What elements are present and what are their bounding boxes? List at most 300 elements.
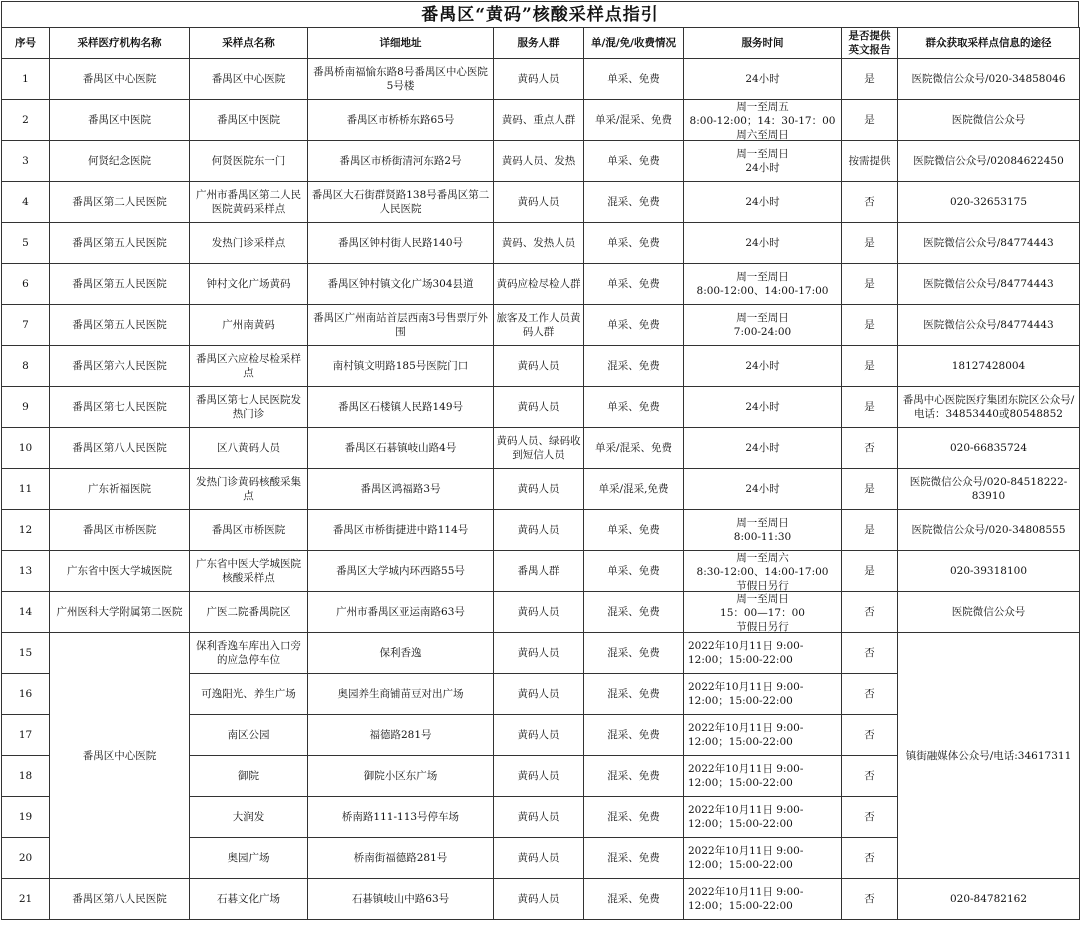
cell-text: 番禺区第八人民医院: [72, 893, 167, 905]
cell-org: [50, 592, 190, 633]
cell-text: 广州市番禺区第二人民医院黄码采样点: [196, 189, 301, 215]
cell-text: 单采/混采、免费: [594, 114, 673, 126]
cell-text: 2022年10月11日 9:00- 12:00；15:00-22:00: [688, 804, 804, 830]
cell-eng: [842, 305, 898, 346]
cell-text: 2022年10月11日 9:00- 12:00；15:00-22:00: [688, 681, 804, 707]
cell-text: 黄码人员: [517, 770, 560, 782]
cell-site: [190, 633, 308, 674]
cell-time: [684, 551, 842, 592]
cell-mode: [584, 551, 684, 592]
cell-channel: [898, 182, 1080, 223]
cell-text: 是: [864, 360, 875, 372]
cell-time: [684, 510, 842, 551]
header-channel: 群众获取采样点信息的途径: [898, 28, 1080, 59]
cell-eng: [842, 428, 898, 469]
cell-time: [684, 100, 842, 141]
cell-text: 番禺区第五人民医院: [72, 237, 167, 249]
cell-text: 番禺中心医院医疗集团东院区公众号/电话：34853440或80548852: [902, 394, 1075, 420]
cell-text: 单采、免费: [607, 401, 660, 413]
cell-text: 是: [864, 278, 875, 290]
cell-crowd: [494, 264, 584, 305]
table-row: [2, 428, 1080, 469]
cell-crowd: [494, 838, 584, 879]
cell-text: 保利香逸: [379, 647, 422, 659]
cell-text: 番禺区石楼镇人民路149号: [337, 401, 464, 413]
cell-text: 是: [864, 114, 875, 126]
cell-org: [50, 264, 190, 305]
cell-text: 医院微信公众号/02084622450: [913, 155, 1064, 167]
cell-text: 番禺区大学城内环西路55号: [336, 565, 465, 577]
table-row: [2, 59, 1080, 100]
cell-eng: [842, 510, 898, 551]
cell-no: [2, 551, 50, 592]
cell-crowd: [494, 182, 584, 223]
cell-org: [50, 223, 190, 264]
cell-text: 黄码人员: [517, 647, 560, 659]
cell-time: [684, 59, 842, 100]
cell-text: 广东祈福医院: [88, 483, 151, 495]
cell-text: 番禺区广州南站首层西南3号售票厅外围: [313, 312, 488, 338]
cell-addr: [308, 182, 494, 223]
cell-text: 番禺区第七人民医院发热门诊: [196, 394, 301, 420]
cell-text: 否: [864, 893, 875, 905]
cell-crowd: [494, 469, 584, 510]
cell-text: 周一至周六 8:30-12:00、14:00-17:00 节假日另行: [696, 552, 829, 591]
cell-addr: [308, 428, 494, 469]
cell-site: [190, 756, 308, 797]
cell-text: 混采、免费: [607, 729, 660, 741]
cell-org: [50, 551, 190, 592]
cell-crowd: [494, 141, 584, 182]
cell-site: [190, 264, 308, 305]
cell-text: 020-66835724: [949, 442, 1028, 454]
cell-mode: [584, 510, 684, 551]
cell-text: 是: [864, 524, 875, 536]
cell-eng: [842, 141, 898, 182]
cell-text: 8: [22, 360, 29, 372]
cell-text: 黄码人员: [517, 852, 560, 864]
cell-text: 9: [22, 401, 29, 413]
cell-text: 单采、免费: [607, 278, 660, 290]
cell-time: [684, 182, 842, 223]
cell-text: 混采、免费: [607, 196, 660, 208]
table-row: [2, 551, 1080, 592]
cell-text: 16: [18, 688, 33, 700]
cell-text: 周一至周日 15：00—17：00 节假日另行: [720, 593, 805, 632]
cell-no: [2, 797, 50, 838]
cell-addr: [308, 264, 494, 305]
cell-text: 4: [22, 196, 29, 208]
cell-mode: [584, 879, 684, 920]
cell-crowd: [494, 879, 584, 920]
cell-text: 19: [18, 811, 33, 823]
cell-text: 医院微信公众号: [951, 114, 1026, 126]
cell-text: 2022年10月11日 9:00- 12:00；15:00-22:00: [688, 845, 804, 871]
cell-org: [50, 100, 190, 141]
cell-text: 周一至周五 8:00-12:00；14：30-17：00 周六至周日: [689, 101, 836, 140]
cell-text: 黄码人员、发热: [501, 155, 576, 167]
table-row: [2, 100, 1080, 141]
cell-eng: [842, 715, 898, 756]
cell-channel: [898, 469, 1080, 510]
cell-addr: [308, 633, 494, 674]
cell-no: [2, 715, 50, 756]
cell-no: [2, 141, 50, 182]
cell-eng: [842, 264, 898, 305]
cell-text: 发热门诊黄码核酸采集点: [196, 476, 301, 502]
cell-text: 黄码人员: [517, 688, 560, 700]
cell-no: [2, 633, 50, 674]
cell-text: 7: [22, 319, 29, 331]
cell-text: 14: [18, 606, 33, 618]
cell-text: 御院: [238, 770, 259, 782]
cell-text: 按需提供: [848, 155, 891, 167]
cell-text: 福德路281号: [369, 729, 432, 741]
cell-org: [50, 346, 190, 387]
cell-text: 番禺区六应检尽检采样点: [196, 353, 301, 379]
cell-mode: [584, 141, 684, 182]
cell-org: [50, 428, 190, 469]
cell-text: 混采、免费: [607, 852, 660, 864]
table-row: [2, 592, 1080, 633]
cell-text: 黄码人员: [517, 401, 560, 413]
cell-eng: [842, 469, 898, 510]
cell-text: 黄码人员: [517, 360, 560, 372]
cell-eng: [842, 797, 898, 838]
cell-eng: [842, 182, 898, 223]
cell-eng: [842, 223, 898, 264]
cell-text: 是: [864, 319, 875, 331]
cell-text: 单采、免费: [607, 565, 660, 577]
table-row: [2, 346, 1080, 387]
cell-crowd: [494, 100, 584, 141]
cell-channel: [898, 346, 1080, 387]
cell-text: 020-32653175: [949, 196, 1028, 208]
document-page: [1, 1, 1079, 923]
cell-crowd: [494, 633, 584, 674]
table-header-row: [2, 28, 1080, 59]
cell-eng: [842, 100, 898, 141]
cell-mode: [584, 592, 684, 633]
cell-addr: [308, 141, 494, 182]
cell-text: 番禺区中医院: [217, 114, 280, 126]
cell-time: [684, 469, 842, 510]
cell-text: 黄码人员: [517, 606, 560, 618]
cell-text: 黄码、重点人群: [501, 114, 576, 126]
cell-site: [190, 879, 308, 920]
cell-site: [190, 182, 308, 223]
cell-no: [2, 59, 50, 100]
cell-time: [684, 797, 842, 838]
cell-eng: [842, 879, 898, 920]
cell-text: 黄码人员: [517, 196, 560, 208]
cell-time: [684, 223, 842, 264]
cell-text: 混采、免费: [607, 770, 660, 782]
cell-text: 医院微信公众号/020-34858046: [911, 73, 1066, 85]
cell-time: [684, 141, 842, 182]
cell-text: 21: [18, 893, 33, 905]
cell-text: 单采/混采、免费: [594, 442, 673, 454]
merged-org-cell: 番禺区中心医院: [50, 633, 190, 879]
cell-addr: [308, 797, 494, 838]
cell-text: 大润发: [232, 811, 265, 823]
cell-mode: [584, 469, 684, 510]
cell-site: [190, 551, 308, 592]
cell-text: 2022年10月11日 9:00- 12:00；15:00-22:00: [688, 722, 804, 748]
cell-text: 24小时: [745, 401, 780, 413]
cell-channel: [898, 428, 1080, 469]
cell-text: 广州医科大学附属第二医院: [56, 606, 183, 618]
cell-text: 番禺区钟村镇文化广场304县道: [327, 278, 474, 290]
cell-text: 番禺区市桥医院: [82, 524, 157, 536]
cell-mode: [584, 346, 684, 387]
cell-text: 周一至周日 24小时: [736, 148, 789, 174]
table-row: [2, 264, 1080, 305]
cell-no: [2, 592, 50, 633]
cell-text: 3: [22, 155, 29, 167]
header-no: 序号: [2, 28, 50, 59]
cell-text: 否: [864, 196, 875, 208]
cell-text: 否: [864, 606, 875, 618]
cell-text: 是: [864, 237, 875, 249]
cell-text: 何贤纪念医院: [88, 155, 151, 167]
cell-text: 番禺区第八人民医院: [72, 442, 167, 454]
cell-text: 单采、免费: [607, 319, 660, 331]
cell-eng: [842, 59, 898, 100]
cell-text: 黄码人员: [517, 893, 560, 905]
cell-mode: [584, 797, 684, 838]
cell-text: 番禺区鸿福路3号: [360, 483, 441, 495]
cell-text: 番禺区第七人民医院: [72, 401, 167, 413]
cell-text: 否: [864, 729, 875, 741]
cell-channel: [898, 223, 1080, 264]
cell-time: [684, 305, 842, 346]
cell-text: 可逸阳光、养生广场: [201, 688, 296, 700]
cell-text: 否: [864, 647, 875, 659]
cell-channel: [898, 264, 1080, 305]
cell-text: 24小时: [745, 237, 780, 249]
cell-crowd: [494, 59, 584, 100]
cell-text: 区八黄码人员: [217, 442, 280, 454]
cell-time: [684, 674, 842, 715]
cell-site: [190, 346, 308, 387]
cell-text: 番禺区第五人民医院: [72, 319, 167, 331]
cell-channel: [898, 305, 1080, 346]
cell-eng: [842, 592, 898, 633]
header-eng: 是否提供英文报告: [842, 28, 898, 59]
cell-text: 旅客及工作人员黄码人群: [496, 312, 581, 338]
cell-text: 医院微信公众号/020-34808555: [911, 524, 1066, 536]
cell-site: [190, 223, 308, 264]
cell-site: [190, 428, 308, 469]
cell-text: 24小时: [745, 483, 780, 495]
cell-addr: [308, 756, 494, 797]
header-org: 采样医疗机构名称: [50, 28, 190, 59]
cell-text: 黄码、发热人员: [501, 237, 576, 249]
cell-channel: [898, 551, 1080, 592]
cell-addr: [308, 100, 494, 141]
cell-time: [684, 592, 842, 633]
cell-text: 24小时: [745, 196, 780, 208]
cell-text: 番禺区石碁镇岐山路4号: [344, 442, 457, 454]
cell-text: 否: [864, 770, 875, 782]
cell-mode: [584, 59, 684, 100]
cell-addr: [308, 879, 494, 920]
cell-text: 番禺区中心医院: [82, 73, 157, 85]
cell-text: 黄码人员: [517, 483, 560, 495]
cell-text: 石碁镇岐山中路63号: [351, 893, 450, 905]
cell-text: 桥南路111-113号停车场: [341, 811, 460, 823]
cell-site: [190, 838, 308, 879]
cell-no: [2, 182, 50, 223]
cell-text: 18127428004: [951, 360, 1026, 372]
cell-addr: [308, 469, 494, 510]
cell-addr: [308, 510, 494, 551]
cell-text: 黄码人员、绿码收到短信人员: [496, 435, 581, 461]
cell-text: 御院小区东广场: [363, 770, 438, 782]
cell-time: [684, 756, 842, 797]
cell-no: [2, 469, 50, 510]
sampling-sites-table: [1, 27, 1080, 920]
cell-addr: [308, 592, 494, 633]
cell-text: 周一至周日 8:00-12:00、14:00-17:00: [696, 271, 829, 297]
table-row: [2, 305, 1080, 346]
table-row: [2, 387, 1080, 428]
cell-org: [50, 469, 190, 510]
cell-no: [2, 674, 50, 715]
cell-crowd: [494, 551, 584, 592]
cell-text: 医院微信公众号/84774443: [923, 237, 1054, 249]
cell-site: [190, 141, 308, 182]
cell-text: 番禺区大石街群贤路138号番禺区第二人民医院: [311, 189, 490, 215]
cell-mode: [584, 715, 684, 756]
cell-text: 番禺区第六人民医院: [72, 360, 167, 372]
cell-eng: [842, 551, 898, 592]
cell-text: 单采、免费: [607, 73, 660, 85]
cell-crowd: [494, 346, 584, 387]
table-row: [2, 223, 1080, 264]
cell-text: 2022年10月11日 9:00- 12:00；15:00-22:00: [688, 886, 804, 912]
cell-time: [684, 838, 842, 879]
cell-mode: [584, 756, 684, 797]
cell-text: 黄码人员: [517, 524, 560, 536]
cell-text: 单采、免费: [607, 524, 660, 536]
cell-no: [2, 100, 50, 141]
cell-mode: [584, 428, 684, 469]
cell-text: 番禺区市桥街捷进中路114号: [332, 524, 469, 536]
cell-text: 混采、免费: [607, 811, 660, 823]
cell-site: [190, 715, 308, 756]
cell-text: 13: [18, 565, 33, 577]
cell-text: 18: [18, 770, 33, 782]
cell-time: [684, 264, 842, 305]
cell-channel: [898, 592, 1080, 633]
cell-text: 是: [864, 73, 875, 85]
cell-addr: [308, 551, 494, 592]
cell-text: 奥园养生商铺苗豆对出广场: [337, 688, 464, 700]
cell-text: 保利香逸车库出入口旁的应急停车位: [196, 640, 301, 666]
cell-crowd: [494, 223, 584, 264]
cell-org: [50, 305, 190, 346]
cell-text: 医院微信公众号/84774443: [923, 278, 1054, 290]
cell-text: 广州南黄码: [222, 319, 275, 331]
header-crowd: 服务人群: [494, 28, 584, 59]
cell-addr: [308, 223, 494, 264]
table-body: [2, 59, 1080, 920]
table-row: [2, 469, 1080, 510]
cell-text: 是: [864, 401, 875, 413]
cell-text: 何贤医院东一门: [211, 155, 286, 167]
table-row: [2, 510, 1080, 551]
cell-no: [2, 428, 50, 469]
cell-addr: [308, 838, 494, 879]
cell-text: 1: [22, 73, 29, 85]
cell-channel: [898, 141, 1080, 182]
cell-mode: [584, 305, 684, 346]
cell-crowd: [494, 756, 584, 797]
cell-channel: [898, 59, 1080, 100]
cell-text: 混采、免费: [607, 360, 660, 372]
table-row: [2, 141, 1080, 182]
cell-org: [50, 182, 190, 223]
cell-channel: [898, 387, 1080, 428]
cell-text: 24小时: [745, 442, 780, 454]
cell-no: [2, 223, 50, 264]
cell-eng: [842, 387, 898, 428]
cell-text: 黄码人员: [517, 811, 560, 823]
cell-crowd: [494, 715, 584, 756]
cell-text: 番禺区钟村街人民路140号: [337, 237, 464, 249]
cell-text: 单采、免费: [607, 155, 660, 167]
cell-no: [2, 387, 50, 428]
cell-text: 24小时: [745, 360, 780, 372]
cell-time: [684, 387, 842, 428]
cell-site: [190, 592, 308, 633]
cell-site: [190, 674, 308, 715]
cell-text: 020-84782162: [949, 893, 1028, 905]
cell-text: 桥南街福德路281号: [353, 852, 448, 864]
cell-text: 番禺区第五人民医院: [72, 278, 167, 290]
document-title: 番禺区“黄码”核酸采样点指引: [1, 1, 1079, 27]
cell-text: 否: [864, 442, 875, 454]
cell-text: 医院微信公众号/84774443: [923, 319, 1054, 331]
cell-channel: [898, 510, 1080, 551]
cell-text: 周一至周日 7:00-24:00: [733, 312, 792, 338]
cell-text: 10: [18, 442, 33, 454]
cell-no: [2, 305, 50, 346]
cell-channel: [898, 100, 1080, 141]
cell-crowd: [494, 674, 584, 715]
cell-text: 南村镇文明路185号医院门口: [332, 360, 469, 372]
cell-crowd: [494, 428, 584, 469]
cell-text: 020-39318100: [949, 565, 1028, 577]
cell-text: 黄码人员: [517, 729, 560, 741]
cell-addr: [308, 715, 494, 756]
cell-text: 番禺区市桥街清河东路2号: [339, 155, 462, 167]
cell-eng: [842, 346, 898, 387]
cell-text: 广东省中医大学城医院核酸采样点: [196, 558, 301, 584]
cell-text: 奥园广场: [227, 852, 270, 864]
cell-channel: [898, 879, 1080, 920]
cell-text: 混采、免费: [607, 893, 660, 905]
cell-time: [684, 428, 842, 469]
cell-site: [190, 59, 308, 100]
header-mode: 单/混/免/收费情况: [584, 28, 684, 59]
cell-addr: [308, 674, 494, 715]
cell-text: 2022年10月11日 9:00- 12:00；15:00-22:00: [688, 640, 804, 666]
cell-text: 单采、免费: [607, 237, 660, 249]
cell-text: 是: [864, 565, 875, 577]
